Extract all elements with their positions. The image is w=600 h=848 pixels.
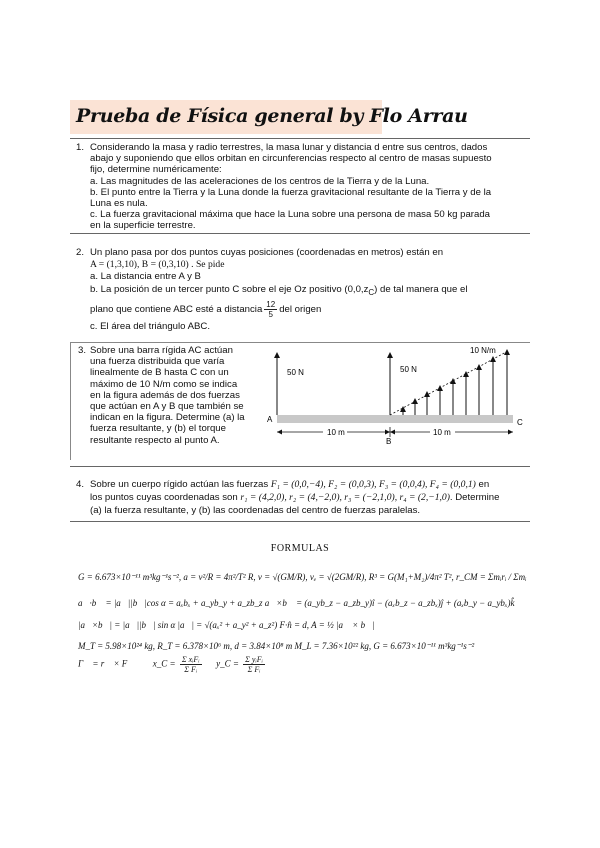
formula-row-4: M_T = 5.98×10²⁴ kg, R_T = 6.378×10⁶ m, d = 3.84×10⁸ m M_L = 7.36×10²² kg, G = 6.673×10⁻¹¹ m³kg⁻¹s⁻² [78,641,475,651]
formula-row-2: a⃗·b⃗ = |a⃗||b⃗|cos α = aₓbₓ + a_yb_y + a_zb_z a⃗×b⃗ = (a_yb_z − a_zb_y)î − (aₓb_z − a_zbₓ)ĵ + (aₓb_y − a_ybₓ)k̂ [78,598,515,608]
q2-item-c: c. El área del triángulo ABC. [90,320,210,332]
q4-line-start: Sobre un cuerpo rígido actúan las fuerzas [90,479,269,490]
page-title: Prueba de Física general by Flo Arrau [76,105,468,127]
q2-item-b-end: del origen [279,303,322,315]
divider [70,233,530,234]
point-b-label: B [386,437,392,446]
divider [70,521,530,522]
q3-line: fuerza resultante, y (b) el torque [90,423,226,435]
fraction-denominator: 5 [268,309,273,319]
max-load-label: 10 N/m [470,346,496,355]
q2-item-b: b. La posición de un tercer punto C sobre el eje Oz positivo (0,0,z [90,283,369,295]
q3-line: linealmente de B hasta C con un [90,367,229,379]
q2-item-a: a. La distancia entre A y B [90,271,201,283]
q3-line: Sobre una barra rígida AC actúan [90,345,233,356]
divider [70,138,530,139]
beam-bar [277,415,513,423]
yc-fraction [243,655,265,674]
question-1 [76,142,524,232]
q2-item-b-tail: ) de tal manera que el [374,283,468,295]
q2-points: A = (1,3,10), B = (0,3,10) . Se pide [90,259,225,271]
xc-fraction [180,655,202,674]
load-outline [390,351,508,415]
q1-line: fijo, determine numéricamente: [90,164,222,176]
distance-fraction [264,300,277,319]
point-a-label: A [267,415,273,424]
q4-line-end: en [478,479,490,490]
q3-line: resultante respecto al punto A. [90,434,220,446]
q3-line: máximo de 10 N/m como se indica [90,378,238,390]
q3-line: que actúan en A y B que también se [90,401,244,413]
yc-label: y_C = [216,658,239,669]
torque-formula: Γ⃗ = r⃗ × F⃗ [78,658,135,669]
q4-line3: (a) la fuerza resultante, y (b) las coordenadas del centro de fuerzas paralelas. [90,505,421,516]
q1-item-c-cont: en la superficie terrestre. [90,220,196,232]
dim-bc-label: 10 m [433,428,451,437]
q4-forces: F₁ = (0,0,−4), F₂ = (0,0,3), F₃ = (0,0,4), F₄ = (0,0,1) [270,479,476,490]
q1-item-b: b. El punto entre la Tierra y la Luna donde la fuerza gravitacional resultante de la Tierra y de la [90,186,492,198]
q1-item-c: c. La fuerza gravitacional máxima que hace la Luna sobre una persona de masa 50 kg parada [90,209,490,221]
formula-row-5 [78,655,267,674]
point-c-label: C [517,418,523,427]
q2-line: Un plano pasa por dos puntos cuyas posiciones (coordenadas en metros) están en [90,247,444,258]
zc-subscript: C [368,287,375,297]
q4-line2-start: los puntos cuyas coordenadas son [90,492,238,503]
q1-item-a: a. Las magnitudes de las aceleraciones de los centros de la Tierra y de la Luna. [90,175,430,187]
q3-line: indican en la figura. Determine (a) la [90,412,245,424]
fraction-denominator: Σ Fᵢ [184,665,198,674]
force-a-label: 50 N [287,368,304,377]
question-number: 3. [78,345,87,356]
question-2 [76,247,524,333]
formula-row-3: |a⃗×b⃗| = |a⃗||b⃗| sin α |a⃗| = √(aₓ² + a_y² + a_z²) F·n̂ = d, A = ½ |a⃗ × b⃗| [78,620,375,630]
q3-line: en la figura además de dos fuerzas [90,389,240,401]
question-number: 2. [76,247,85,258]
q1-line: abajo y suponiendo que ellos orbitan en circunferencias respecto al centro de masas supuesto [90,153,492,165]
q1-line: Considerando la masa y radio terrestres, la masa lunar y distancia d entre sus centros, dados [90,142,488,153]
fraction-numerator: 12 [266,299,276,309]
force-b-label: 50 N [400,365,417,374]
fraction-denominator: Σ Fᵢ [247,665,261,674]
question-number: 1. [76,142,85,153]
distributed-load-arrows [403,352,507,415]
question-number: 4. [76,479,85,490]
q3-line: una fuerza distribuida que varía [90,356,225,368]
xc-label: x_C = [152,658,176,669]
formula-row-1: G = 6.673×10⁻¹¹ m³kg⁻¹s⁻², a = v²/R = 4π²/T² R, v = √(GM/R), vₑ = √(2GM/R), R³ = G(M₁+M₂)/4π² T², r_CM = Σmᵢrᵢ / Σmᵢ [78,572,527,582]
q2-item-b-cont: plano que contiene ABC esté a distancia [90,303,263,315]
fraction-numerator: Σ yᵢFᵢ [245,655,263,664]
dim-ab-label: 10 m [327,428,345,437]
q4-line2-end: . Determine [449,492,500,503]
q4-points: r₁ = (4,2,0), r₂ = (4,−2,0), r₃ = (−2,1,0), r₄ = (2,−1,0) [240,492,450,503]
fraction-numerator: Σ xᵢFᵢ [181,655,200,664]
question-4 [76,478,524,517]
divider [70,466,530,467]
question-3 [78,345,260,446]
beam-diagram [265,343,530,448]
q1-item-b-cont: Luna es nula. [90,198,148,210]
formulas-heading: FORMULAS [270,543,330,554]
